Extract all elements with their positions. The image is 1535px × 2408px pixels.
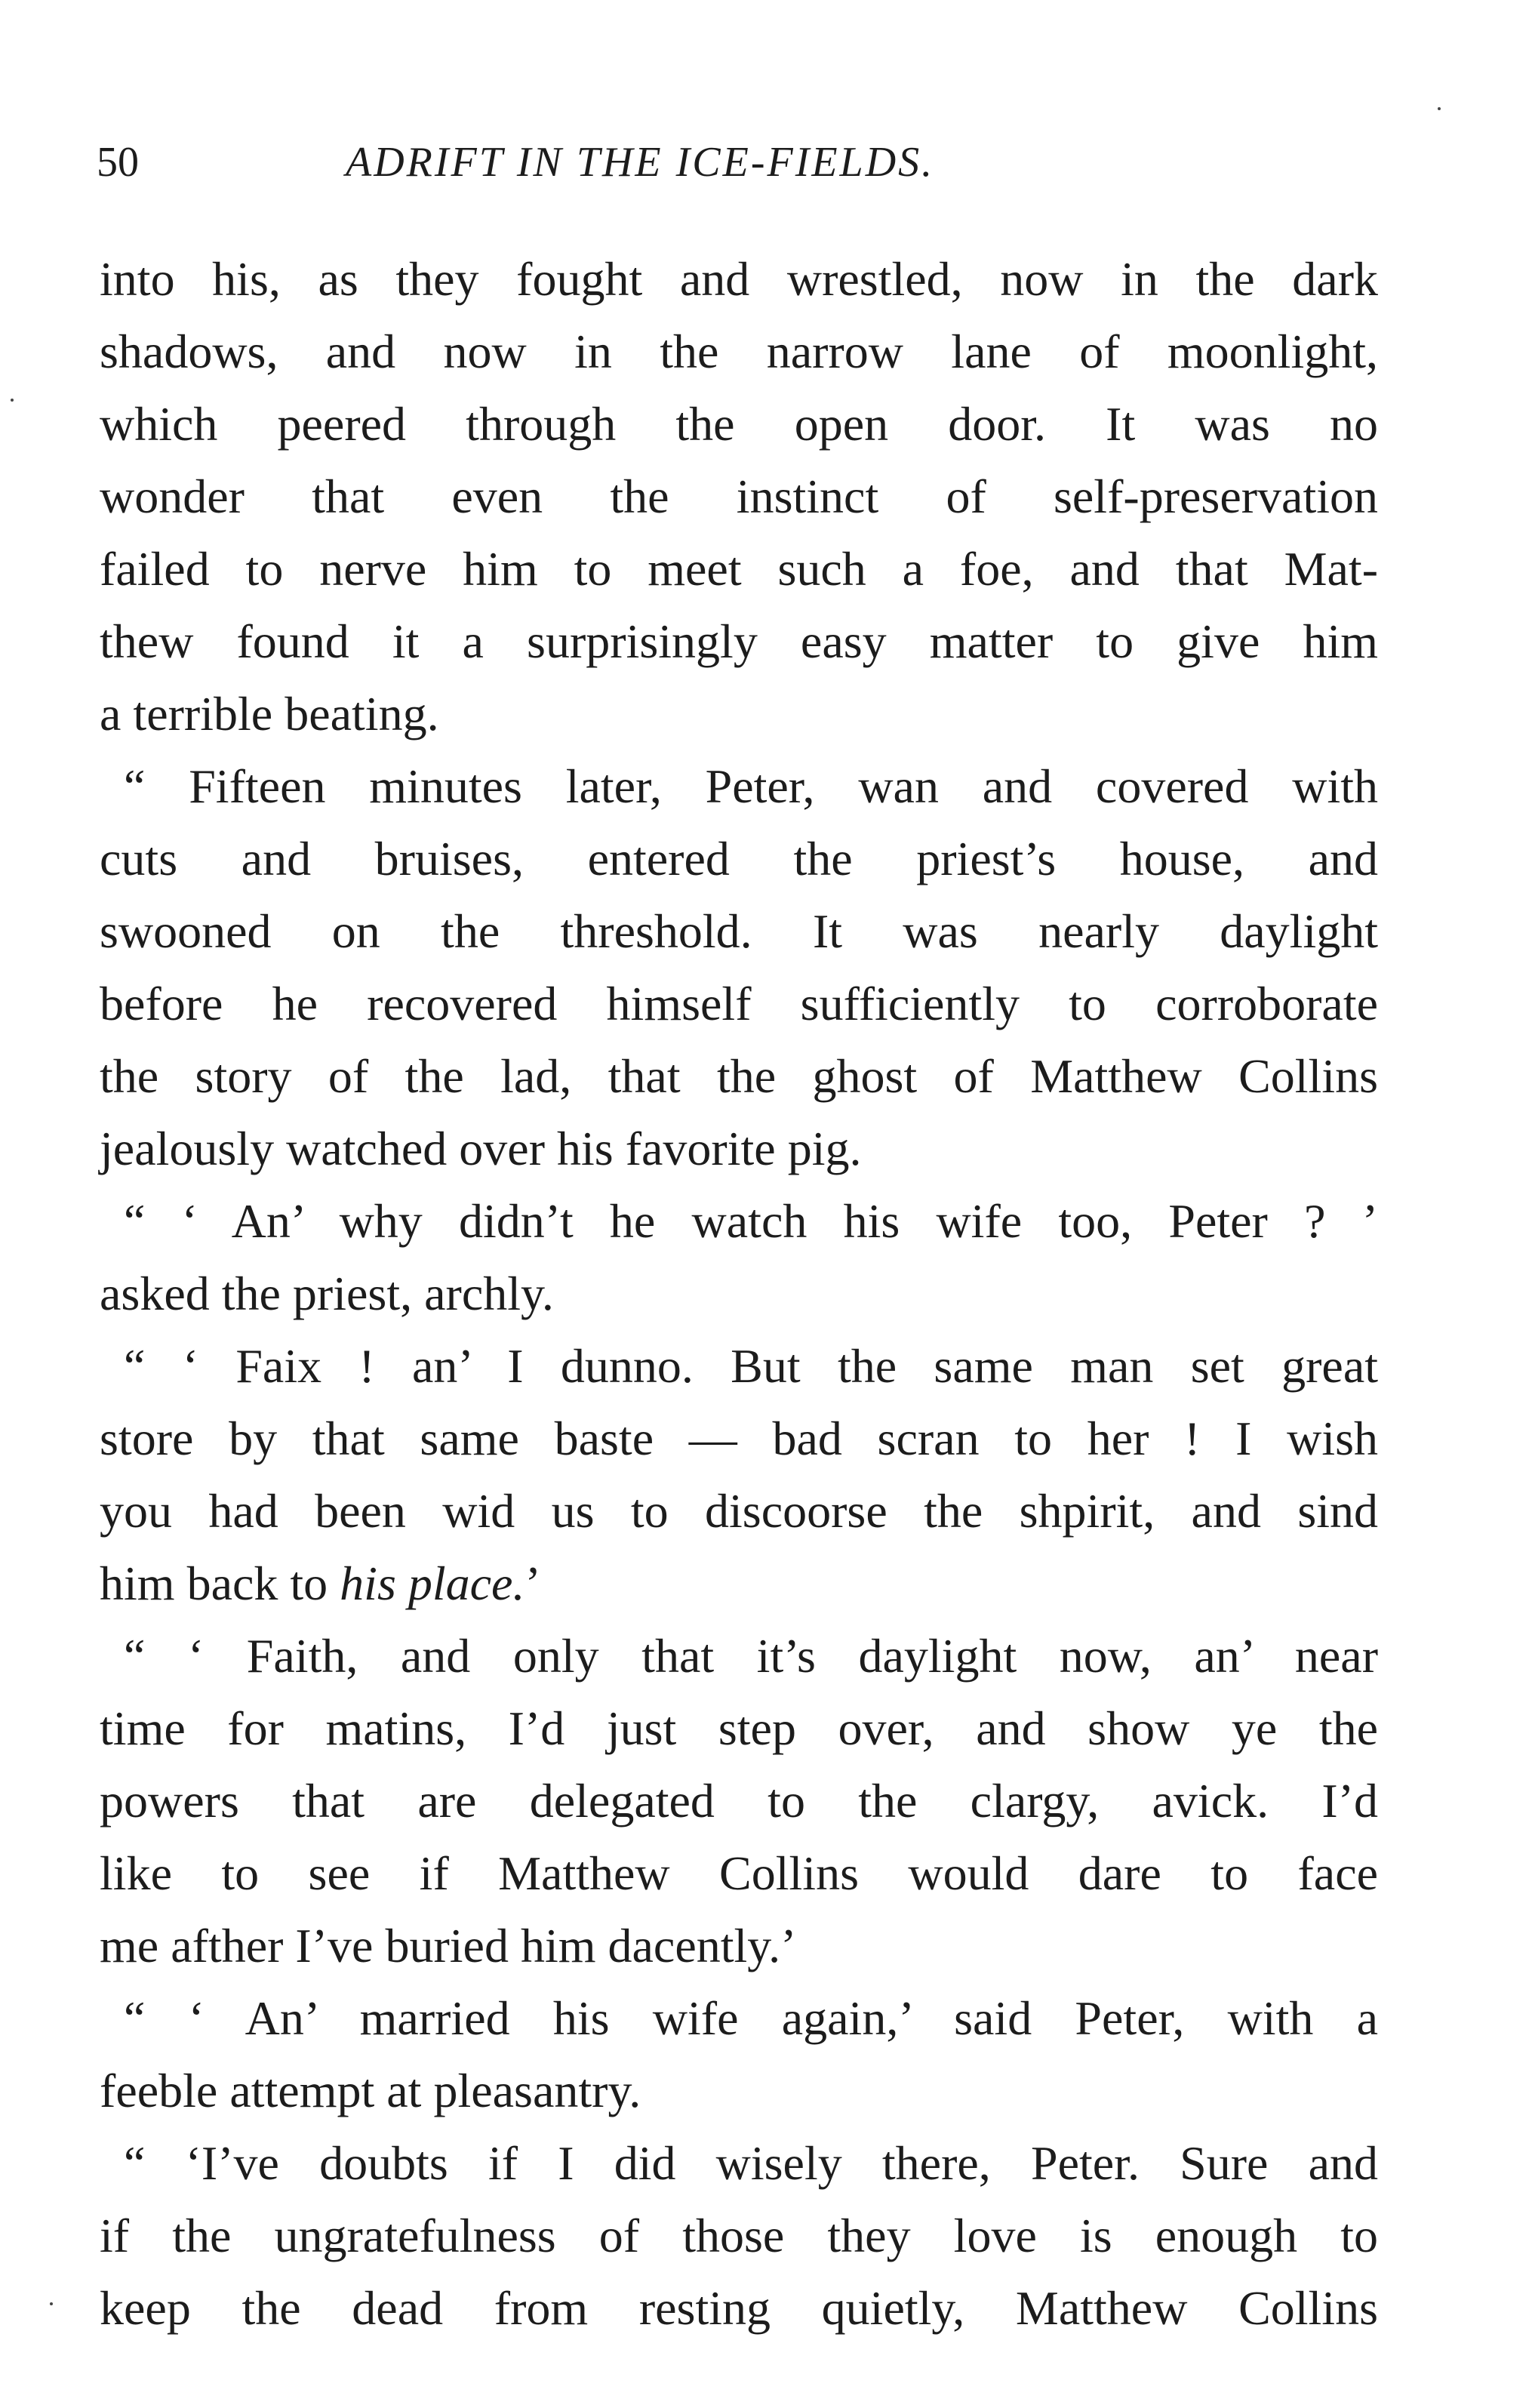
scan-speck <box>50 2302 53 2305</box>
text-line: “ ‘ An’ why didn’t he watch his wife too, Peter ? ’ <box>124 1194 1378 1248</box>
text-line: like to see if Matthew Collins would dare to face <box>100 1846 1378 1900</box>
closing-quote: ’ <box>524 1557 541 1610</box>
text-line: thew found it a surprisingly easy matter to give him <box>100 614 1378 668</box>
text-line: jealously watched over his favorite pig. <box>100 1122 862 1175</box>
text-line: “ Fifteen minutes later, Peter, wan and covered with <box>124 759 1378 813</box>
text-line: powers that are delegated to the clargy, avick. I’d <box>100 1774 1378 1828</box>
text-line: cuts and bruises, entered the priest’s house, and <box>100 832 1378 885</box>
scan-speck <box>11 399 14 402</box>
scan-speck <box>1438 107 1441 110</box>
text-line: me afther I’ve buried him dacently.’ <box>100 1919 797 1972</box>
body-text <box>100 243 1378 2345</box>
text-line: which peered through the open door. It was no <box>100 397 1378 451</box>
text-line: swooned on the threshold. It was nearly daylight <box>100 904 1378 958</box>
text-line: asked the priest, archly. <box>100 1267 554 1320</box>
page-number: 50 <box>97 139 139 186</box>
running-title: ADRIFT IN THE ICE-FIELDS. <box>346 139 935 186</box>
italic-phrase: his place. <box>340 1557 525 1610</box>
text-line: into his, as they fought and wrestled, now in the dark <box>100 252 1378 306</box>
text-line: “ ‘ Faith, and only that it’s daylight now, an’ near <box>124 1629 1378 1683</box>
text-line: store by that same baste — bad scran to her ! I wish <box>100 1412 1378 1465</box>
running-head <box>97 128 1380 196</box>
text-line-with-italics <box>100 1547 1378 1620</box>
text-line: failed to nerve him to meet such a foe, and that Mat- <box>100 542 1378 596</box>
text-line: if the ungratefulness of those they love is enough to <box>100 2209 1378 2262</box>
text-fragment: him back to <box>100 1557 328 1610</box>
text-line: “ ‘ Faix ! an’ I dunno. But the same man set great <box>124 1339 1378 1393</box>
text-line: “ ‘I’ve doubts if I did wisely there, Peter. Sure and <box>124 2136 1378 2190</box>
text-line: shadows, and now in the narrow lane of moonlight, <box>100 325 1378 378</box>
text-line: “ ‘ An’ married his wife again,’ said Peter, with a <box>124 1991 1378 2045</box>
text-line: feeble attempt at pleasantry. <box>100 2064 641 2117</box>
text-line: before he recovered himself sufficiently to corroborate <box>100 977 1378 1030</box>
text-line: time for matins, I’d just step over, and show ye the <box>100 1701 1378 1755</box>
text-line: keep the dead from resting quietly, Matthew Collins <box>100 2281 1378 2335</box>
text-line: the story of the lad, that the ghost of Matthew Collins <box>100 1049 1378 1103</box>
text-line: you had been wid us to discoorse the shpirit, and sind <box>100 1484 1378 1538</box>
text-line: a terrible beating. <box>100 687 439 741</box>
text-line: wonder that even the instinct of self-preservation <box>100 470 1378 523</box>
